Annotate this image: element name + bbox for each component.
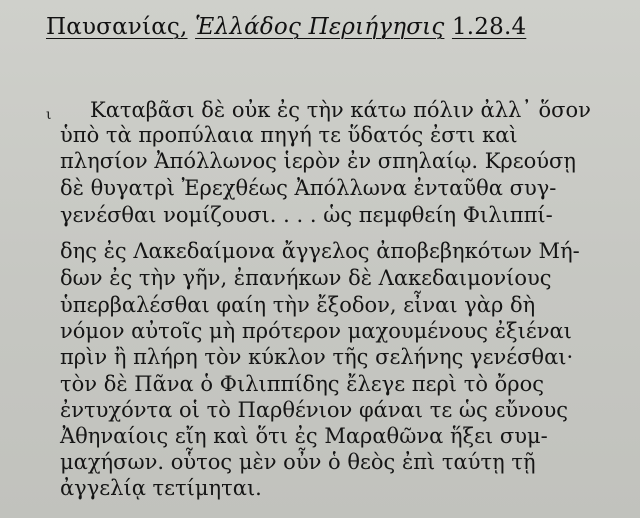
author-name: Παυσανίας, [46, 14, 188, 40]
margin-mark: ι [46, 107, 52, 123]
passage-line: δης ἐς Λακεδαίμονα ἄγγελος ἀποβεβηκότων Μή- [60, 239, 580, 263]
passage-line: νόμον αὐτοῖς μὴ πρότερον μαχουμένους ἐξιέναι [60, 319, 572, 343]
passage-line: Ἀθηναίοις εἴη καὶ ὅτι ἐς Μαραθῶνα ἥξει συμ- [60, 424, 548, 448]
passage-line: δων ἐς τὴν γῆν, ἐπανήκων δὲ Λακεδαιμονίους [60, 266, 552, 290]
passage-reference: 1.28.4 [451, 14, 527, 40]
passage-line: τὸν δὲ Πᾶνα ὁ Φιλιππίδης ἔλεγε περὶ τὸ ὄρος [60, 372, 545, 396]
passage-line: Καταβᾶσι δὲ οὐκ ἐς τὴν κάτω πόλιν ἀλλ᾽ ὅσον [90, 98, 591, 122]
passage-line: μαχήσων. οὗτος μὲν οὖν ὁ θεὸς ἐπὶ ταύτῃ τῇ [60, 450, 536, 474]
passage-line: ὑπὸ τὰ προπύλαια πηγή τε ὕδατός ἐστι καὶ [60, 123, 518, 147]
passage-line: δὲ θυγατρὶ Ἐρεχθέως Ἀπόλλωνα ἐνταῦθα συγ- [60, 176, 557, 200]
passage-line: γενέσθαι νομίζουσι. . . . ὡς πεμφθείη Φιλιππί- [60, 203, 553, 227]
passage-line: πρὶν ἢ πλήρη τὸν κύκλον τῆς σελήνης γενέσθαι· [60, 345, 574, 369]
passage-line: ὑπερβαλέσθαι φαίη τὴν ἔξοδον, εἶναι γὰρ δὴ [60, 293, 536, 317]
work-title: Ἑλλάδος Περιήγησις [195, 14, 445, 40]
passage-line: πλησίον Ἀπόλλωνος ἱερὸν ἐν σπηλαίῳ. Κρεούσῃ [60, 149, 576, 173]
passage-line: ἀγγελίᾳ τετίμηται. [60, 476, 262, 500]
passage-line: ἐντυχόντα οἱ τὸ Παρθένιον φάναι τε ὡς εὔνους [60, 398, 569, 422]
